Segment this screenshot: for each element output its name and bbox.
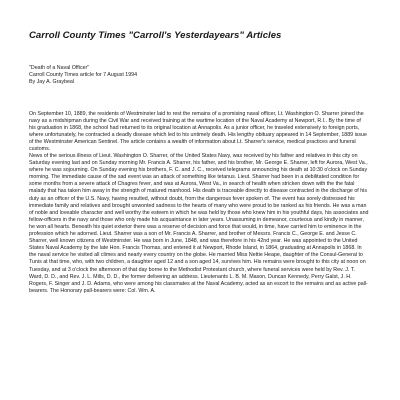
article-header	[29, 65, 369, 86]
article-paragraph-intro: On September 10, 1889, the residents of Westminster laid to rest the remains of a promising naval officer, Lt. Washington O. Sharrer joined the navy as a midshipman during the Civil War and received training at the wartime location of the Naval Academy at Newport, R.I.. By the time of his graduation in 1868, the school had returned to its original location at Annapolis. As a junior officer, he traveled extensively to foreign ports, where unfortunately, he contracted a deadly disease which led to his untimely death. His lengthy obituary appeared in 14 September, 1889 issue of the Westminster American Sentinel. The article contains a wealth of information about Lt. Sharrer's service, medical practices and funeral customs.	[29, 111, 367, 153]
page-title: Carroll County Times "Carroll's Yesterdayears" Articles	[29, 30, 282, 41]
article-paragraph-obituary: News of the serious illness of Lieut. Washington O. Sharrer, of the United States Navy, was received by his father and relatives in this city on Saturday evening last and on Sunday morning Mr. Francis A. Sharrer, his father, and his brother, Mr. George E. Sharrer, left for Aurora, West Va., where he was sojourning. On Sunday evening his brothers, F. C. and J. C., received telegrams announcing his death at 10:30 o'clock on Sunday morning. The immediate cause of the sad event was an attack of something like tetanus. Lieut. Sharrer had been in a debilitated condition for some months from a severe attack of Chagres fever, and was at Aurora, West Va., in search of health when stricken down with the the fatal malady that has taken him away in the strength of matured manhood. His death is traceable directly to disease contracted in the discharge of his duty as an officer of the U.S. Navy, having resulted, without doubt, from the dangerous fever spoken of. The event has sorely distressed his immediate family and relatives and brought unwonted sadness to the hearts of many who were proud to be ranked as his friends. He was a man of noble and loveable character and well worthy the esteem in which he was held by those who knew him in his youthful days, his associates and fellow-officers in the navy and those who only made his acquaintance in later years. Unassuming in demeanor, courteous and kindly in manner, he won all hearts. Beneath his quiet exterior there was a reserve of decision and force that would, in time, have carried him to eminence in the profession which he adorned. Lieut. Sharrer was a son of Mr. Francis A. Sharrer, and brother of Messrs. Francis C., George E. and Jesse C. Sharrer, well known citizens of Westminster. He was born in June, 1848, and was therefore in his 42nd year. He was appointed to the United States Naval Academy by the late Hon. Francis Thomas, and entered it at Newport, Rhode Island, in 1864, graduating at Annapolis in 1868. In the naval service he visited all climes and nearly every country on the globe. He married Miss Nettie Heape, daughter of the Consul-General to Tunis at that time, who, with two children, a daughter aged 12 and a son aged 14, survives him. His remains were brought to this city at noon on Tuesday, and at 3 o'clock the afternoon of that day borne to the Methodist Protestant church, where funeral services were held by Rev. J. T. Ward, D. D., and Rev. J. L. Mills, D. D., the former delivering an address. Lieutenants L. B. M. Mason, Duncan Kennedy, Perry Galst, J. H. Rogers, F. Singer and J. D. Adams, who were among his classmates at the Naval Academy, acted as an escort to the remains and as active pall-bearers. The Honorary pall-bearers were: Col. Wm. A.	[29, 153, 369, 294]
article-source-line: Carroll County Times article for 7 August 1994	[29, 72, 138, 78]
article-headline: "Death of a Naval Officer"	[29, 65, 90, 71]
article-byline: By Jay A. Graybeal	[29, 79, 75, 85]
